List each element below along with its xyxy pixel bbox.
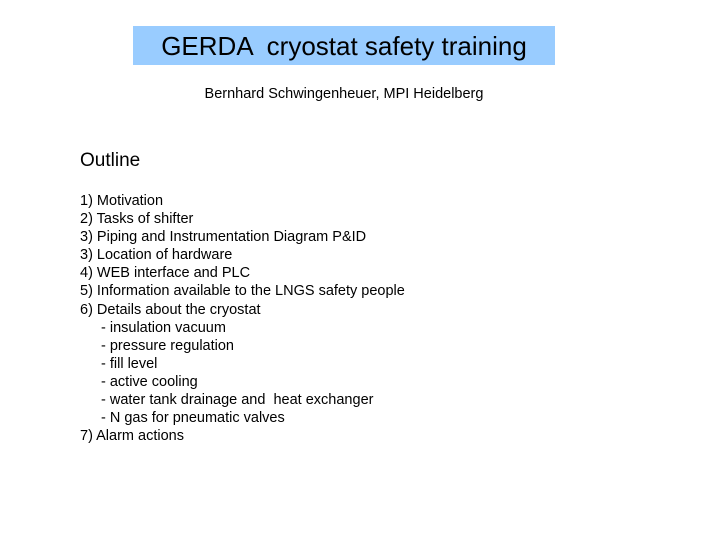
outline-subitem: - N gas for pneumatic valves <box>101 410 285 427</box>
outline-item: 7) Alarm actions <box>80 428 184 445</box>
author-line: Bernhard Schwingenheuer, MPI Heidelberg <box>204 86 484 102</box>
outline-subitem: - fill level <box>101 355 158 372</box>
outline-subitem: - pressure regulation <box>101 337 234 354</box>
outline-item: 6) Details about the cryostat <box>80 301 261 318</box>
outline-item: 2) Tasks of shifter <box>80 211 194 228</box>
outline-item: 3) Location of hardware <box>80 247 233 264</box>
outline-subitem: - water tank drainage and heat exchanger <box>101 392 374 409</box>
outline-list <box>80 192 405 445</box>
outline-item: 1) Motivation <box>80 193 164 209</box>
outline-subitem: - insulation vacuum <box>101 319 226 336</box>
outline-item: 4) WEB interface and PLC <box>80 265 251 282</box>
slide-title: GERDA cryostat safety training <box>133 26 555 65</box>
outline-heading: Outline <box>80 150 141 171</box>
outline-item: 3) Piping and Instrumentation Diagram P&ID <box>80 229 367 246</box>
outline-subitem: - active cooling <box>101 373 198 390</box>
outline-item: 5) Information available to the LNGS safety people <box>80 283 405 300</box>
